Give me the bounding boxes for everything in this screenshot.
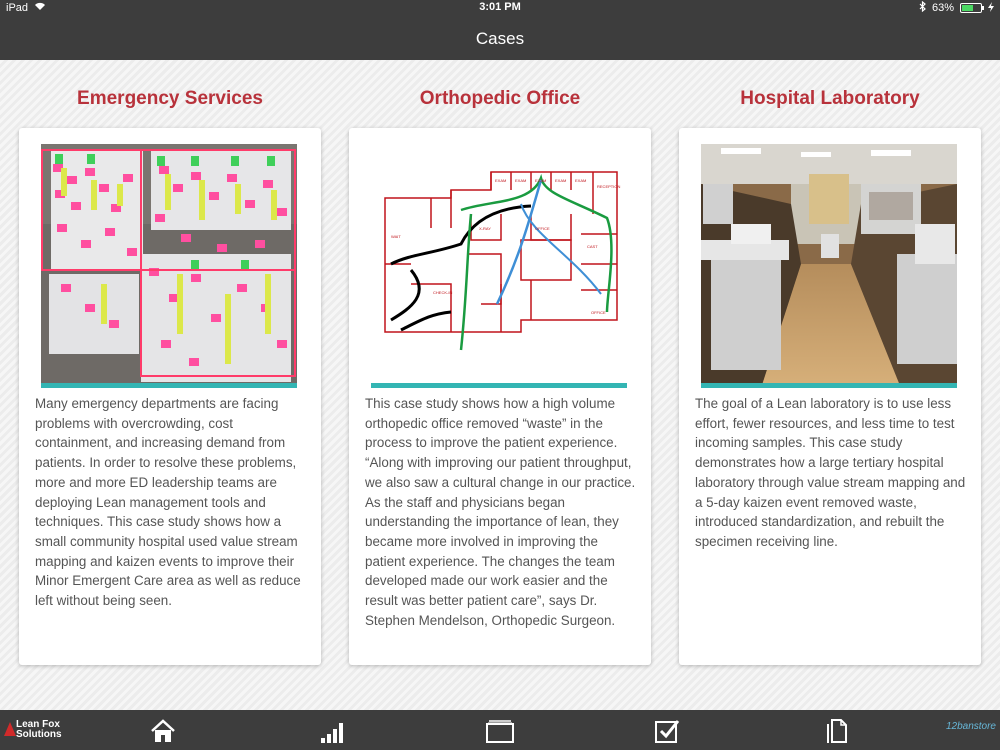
svg-text:OFFICE: OFFICE — [535, 226, 550, 231]
svg-text:EXAM: EXAM — [495, 178, 507, 183]
status-bar — [0, 0, 1000, 16]
top-bar — [0, 0, 1000, 60]
case-description: This case study shows how a high volume orthopedic office removed “waste” in the process to improve the patient experience. “Along with improving our patient throughput, we also saw a cultural change in our practice. As the staff and physicians began understanding the importance of lean, they became more involved in improving the patient experience. The changes the team developed made our work easier and the result was better patient care”, says Dr. Stephen Mendelson, Orthopedic Surgeon. — [365, 396, 636, 628]
svg-text:OFFICE: OFFICE — [591, 310, 606, 315]
case-card[interactable] — [19, 128, 321, 665]
image-accent-bar — [371, 383, 627, 388]
case-description: The goal of a Lean laboratory is to use less effort, fewer resources, and less time to test incoming samples. This case study demonstrates how a large tertiary hospital laboratory through value stream mapping and a 5-day kaizen event removed waste, introduced standardization, and rebuilt the specimen receiving line. — [695, 396, 966, 549]
svg-text:EXAM: EXAM — [575, 178, 587, 183]
office-floor-plan-diagram — [371, 144, 627, 388]
charging-icon — [988, 2, 994, 15]
lean-fox-logo — [4, 720, 62, 740]
bottom-toolbar — [0, 710, 1000, 750]
home-icon[interactable] — [150, 718, 180, 746]
status-time: 3:01 PM — [479, 1, 521, 13]
svg-text:EXAM: EXAM — [515, 178, 527, 183]
battery-percent: 63% — [931, 2, 954, 14]
battery-icon — [960, 3, 982, 13]
case-title[interactable]: Hospital Laboratory — [740, 88, 920, 109]
folder-icon[interactable] — [485, 718, 515, 746]
bar-chart-icon[interactable] — [319, 718, 349, 746]
case-card[interactable] — [679, 128, 981, 665]
case-description: Many emergency departments are facing problems with overcrowding, cost containment, and increasing demand from patients. In order to resolve these problems, more and more ED leadership teams are deploying Lean management tools and techniques. This case study shows how a small community hospital used value stream mapping and kaizen events to improve their Minor Emergent Care area as well as reduce left without being seen. — [35, 396, 301, 609]
svg-text:X-RAY: X-RAY — [479, 226, 491, 231]
svg-text:EXAM: EXAM — [555, 178, 567, 183]
case-card[interactable] — [349, 128, 651, 665]
image-accent-bar — [701, 383, 957, 388]
cases-content — [0, 60, 1000, 710]
svg-text:EXAM: EXAM — [535, 178, 547, 183]
sticky-note-wall-photo — [41, 144, 297, 388]
page-title: Cases — [475, 29, 525, 48]
svg-text:CAST: CAST — [587, 244, 598, 249]
case-title[interactable]: Emergency Services — [77, 88, 263, 109]
svg-text:CHECK-IN: CHECK-IN — [433, 290, 453, 295]
svg-text:RECEPTION: RECEPTION — [597, 184, 621, 189]
bluetooth-icon — [919, 1, 926, 15]
document-icon[interactable] — [824, 718, 854, 746]
checkbox-icon[interactable] — [654, 718, 684, 746]
logo-line-2: Solutions — [16, 729, 62, 740]
case-title[interactable]: Orthopedic Office — [419, 88, 581, 109]
laboratory-photo — [701, 144, 957, 388]
device-label: iPad — [6, 1, 29, 14]
logo-line-1: Lean Fox — [16, 719, 60, 730]
image-accent-bar — [41, 383, 297, 388]
svg-text:WAIT: WAIT — [391, 234, 401, 239]
developer-logo: 12banstore — [945, 721, 996, 732]
